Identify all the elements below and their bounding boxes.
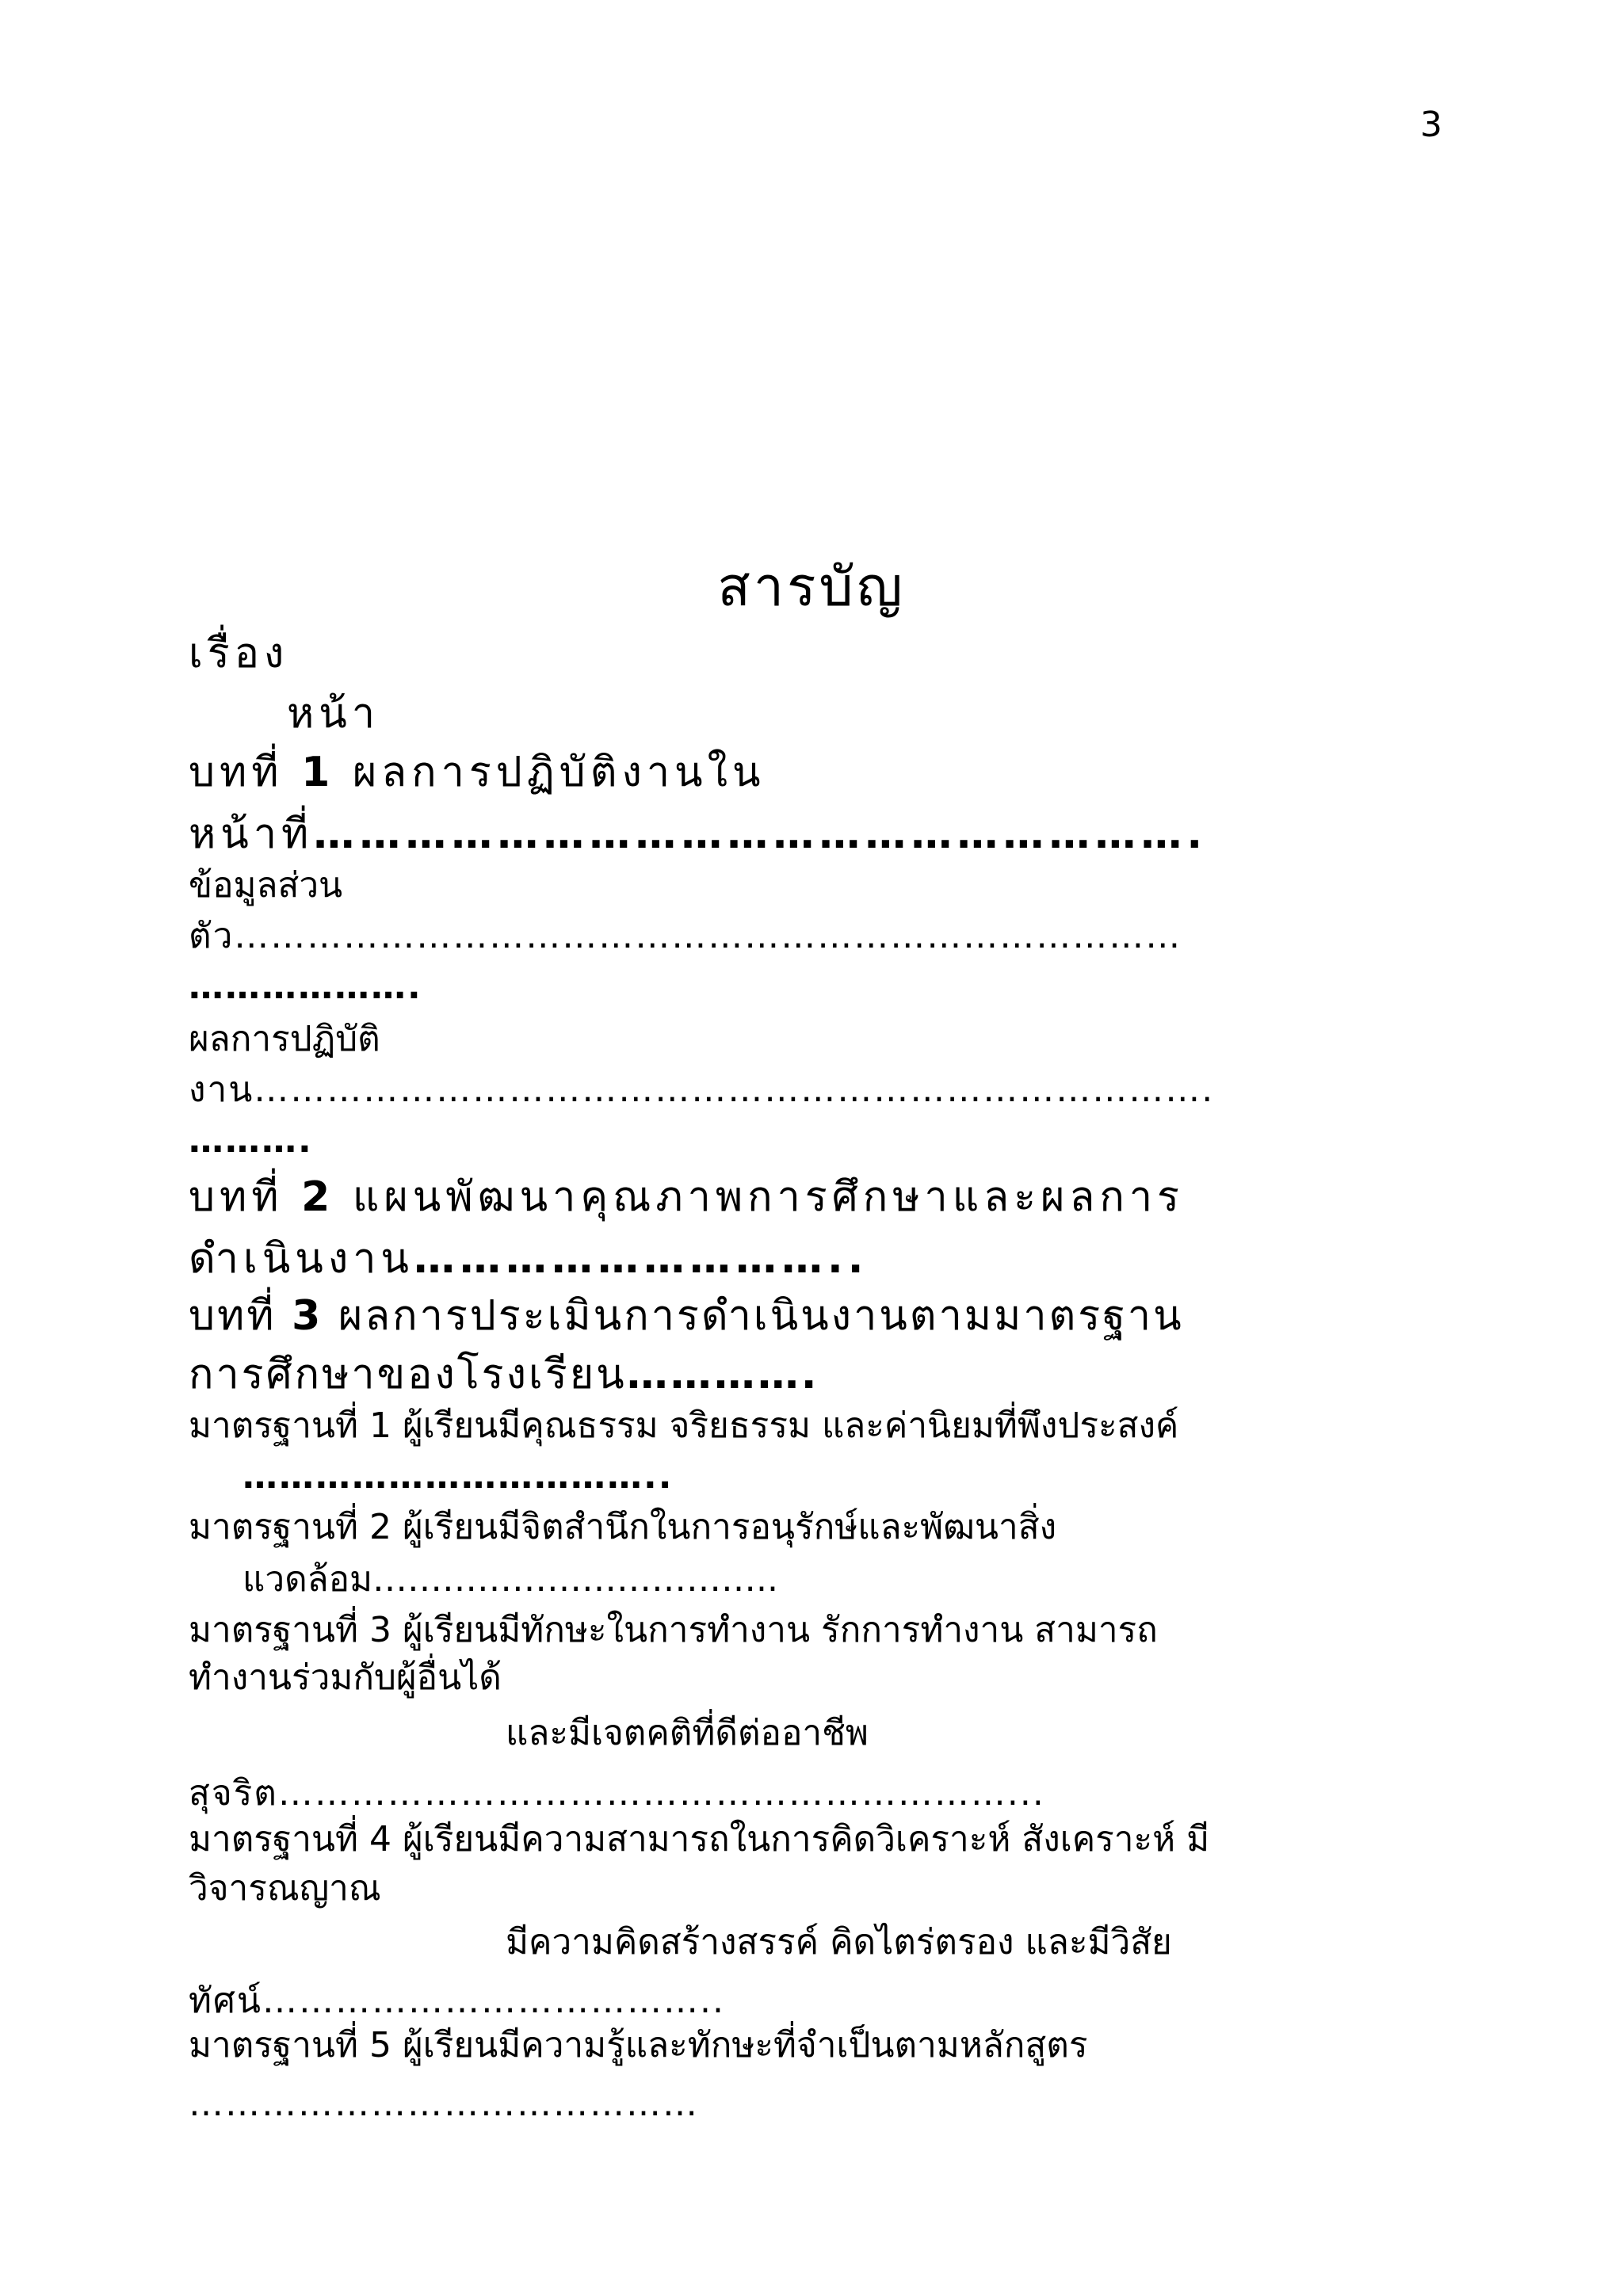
chapter-number: 2 — [301, 1173, 335, 1221]
toc-standard-4-line-1: มาตรฐานที่ 4 ผู้เรียนมีความสามารถในการคิดวิเคราะห์ สังเคราะห์ มี — [189, 1819, 1210, 1859]
leader-dots: …………. — [626, 1351, 819, 1398]
chapter-title: ผลการประเมินการดำเนินงานตามมาตรฐาน — [338, 1292, 1184, 1340]
chapter-number: 3 — [292, 1292, 323, 1340]
chapter-prefix: บทที่ — [189, 749, 284, 796]
toc-item-results-line-1: ผลการปฏิบัติ — [189, 1019, 380, 1059]
chapter-prefix: บทที่ — [189, 1292, 277, 1340]
leader-dots: ……………………….. — [413, 1235, 869, 1283]
toc-standard-1-line-2: …………………………….. — [242, 1456, 674, 1497]
chapter-title-cont: การศึกษาของโรงเรียน — [189, 1351, 627, 1398]
toc-standard-3-line-3: และมีเจตคติที่ดีต่ออาชีพ — [506, 1713, 869, 1753]
toc-standard-4-line-3: มีความคิดสร้างสรรค์ คิดไตร่ตรอง และมีวิสัย — [506, 1922, 1172, 1962]
toc-chapter-2-line-2 — [189, 1231, 869, 1287]
toc-standard-3-line-4: สุจริต……………………………………………………... — [189, 1773, 1045, 1814]
toc-standard-3-line-2: ทำงานร่วมกับผู้อื่นได้ — [189, 1657, 502, 1698]
toc-standard-4-line-2: วิจารณญาณ — [189, 1868, 381, 1909]
toc-column-page: หน้า — [287, 690, 380, 738]
toc-chapter-3-line-1 — [189, 1288, 1184, 1344]
toc-chapter-2-line-1 — [189, 1169, 1184, 1225]
toc-item-personal-line-1: ข้อมูลส่วน — [189, 865, 343, 906]
leader-dots: …………………………………………………. — [313, 810, 1208, 858]
toc-standard-2-line-1: มาตรฐานที่ 2 ผู้เรียนมีจิตสำนึกในการอนุรักษ์และพัฒนาสิ่ง — [189, 1507, 1057, 1547]
toc-chapter-1-line-2 — [189, 807, 1207, 862]
page-title: สารบัญ — [717, 556, 906, 619]
toc-standard-4-line-4: ทัศน์……………………………….. — [189, 1981, 725, 2021]
toc-column-topic: เรื่อง — [189, 630, 289, 677]
toc-standard-5-line-1: มาตรฐานที่ 5 ผู้เรียนมีความรู้และทักษะที่จำเป็นตามหลักสูตร — [189, 2025, 1088, 2065]
page-number: 3 — [1420, 105, 1442, 145]
chapter-number: 1 — [301, 749, 335, 796]
toc-standard-5-line-2: …………………………………… — [189, 2084, 699, 2124]
toc-chapter-3-line-2 — [189, 1347, 819, 1402]
chapter-title: แผนพัฒนาคุณภาพการศึกษาและผลการ — [352, 1173, 1184, 1221]
toc-item-personal-line-2: ตัว…………………………………………………………………… — [189, 916, 1182, 956]
toc-chapter-1-line-1 — [189, 745, 766, 800]
toc-item-results-line-2: งาน……………………………………………………………………. — [189, 1070, 1215, 1110]
chapter-title-cont: ดำเนินงาน — [189, 1235, 414, 1283]
toc-item-personal-line-3: ………………. — [189, 967, 422, 1007]
chapter-title-cont: หน้าที่ — [189, 810, 314, 858]
toc-standard-1-line-1: มาตรฐานที่ 1 ผู้เรียนมีคุณธรรม จริยธรรม และค่านิยมที่พึงประสงค์ — [189, 1405, 1179, 1446]
toc-standard-3-line-1: มาตรฐานที่ 3 ผู้เรียนมีทักษะในการทำงาน รักการทำงาน สามารถ — [189, 1610, 1158, 1650]
toc-item-results-line-3: ………. — [189, 1120, 313, 1161]
chapter-prefix: บทที่ — [189, 1173, 284, 1221]
toc-standard-2-line-2: แวดล้อม…………………………….. — [242, 1559, 779, 1600]
chapter-title: ผลการปฏิบัติงานใน — [352, 749, 766, 796]
